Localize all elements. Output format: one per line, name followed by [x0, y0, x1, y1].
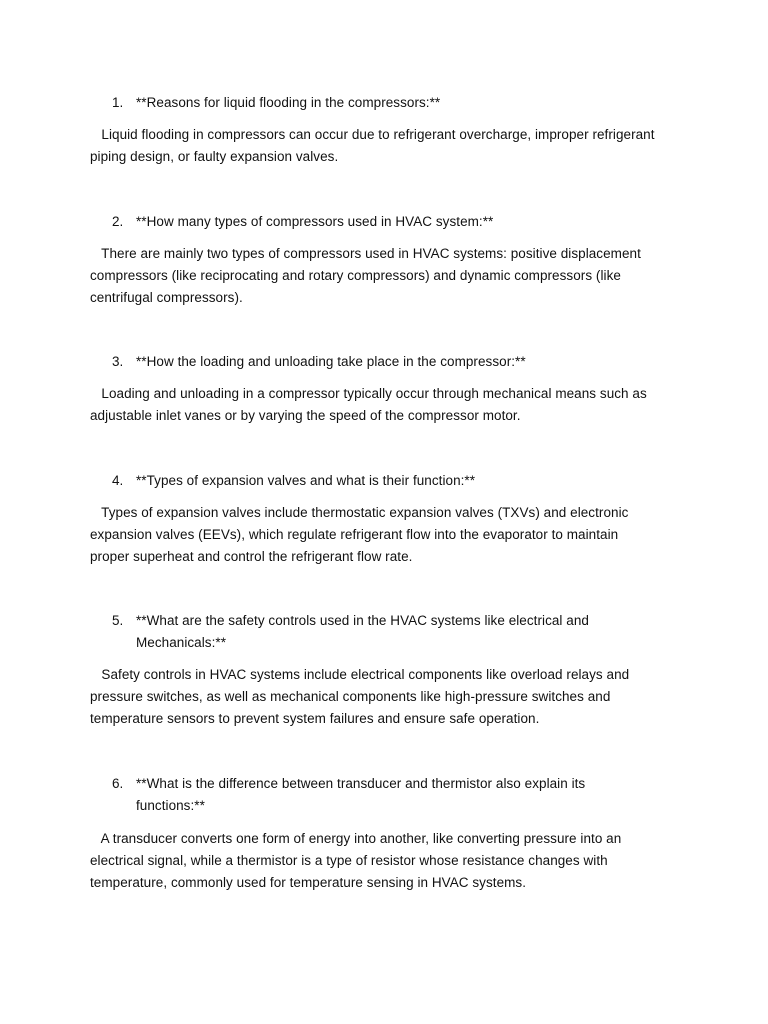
question-number: 1. — [112, 95, 124, 110]
qa-item-3 — [0, 351, 768, 423]
answer-line: electrical signal, while a thermistor is a type of resistor whose resistance changes with — [90, 853, 608, 868]
question-text-line: Mechanicals:** — [136, 635, 226, 650]
question-text-line: **What are the safety controls used in the HVAC systems like electrical and — [136, 613, 589, 628]
qa-item-2 — [0, 211, 768, 305]
answer-paragraph — [90, 383, 690, 427]
answer-line: Liquid flooding in compressors can occur due to refrigerant overcharge, improper refrigerant — [90, 127, 655, 142]
answer-paragraph — [90, 664, 690, 730]
answer-line: There are mainly two types of compressors used in HVAC systems: positive displacement — [90, 246, 641, 261]
question-line — [0, 610, 768, 654]
question-text: **How the loading and unloading take place in the compressor:** — [136, 354, 526, 369]
question-text-line: functions:** — [136, 798, 205, 813]
answer-line: Safety controls in HVAC systems include electrical components like overload relays and — [90, 667, 630, 682]
qa-item-5 — [0, 610, 768, 726]
answer-line: temperature, commonly used for temperature sensing in HVAC systems. — [90, 875, 527, 890]
answer-line: compressors (like reciprocating and rotary compressors) and dynamic compressors (like — [90, 268, 621, 283]
question-line — [0, 92, 768, 114]
answer-line: A transducer converts one form of energy into another, like converting pressure into an — [90, 831, 622, 846]
question-line — [0, 351, 768, 373]
question-line — [0, 773, 768, 817]
question-number: 5. — [112, 613, 124, 628]
answer-line: pressure switches, as well as mechanical components like high-pressure switches and — [90, 689, 611, 704]
question-number: 6. — [112, 776, 124, 791]
question-text: **How many types of compressors used in HVAC system:** — [136, 214, 494, 229]
answer-line: adjustable inlet vanes or by varying the speed of the compressor motor. — [90, 408, 521, 423]
answer-line: temperature sensors to prevent system failures and ensure safe operation. — [90, 711, 540, 726]
question-text — [136, 610, 636, 654]
answer-paragraph — [90, 243, 690, 309]
qa-item-6 — [0, 773, 768, 890]
qa-item-1 — [0, 92, 768, 164]
question-line — [0, 470, 768, 492]
answer-line: piping design, or faulty expansion valves. — [90, 149, 339, 164]
answer-paragraph — [90, 502, 690, 568]
question-number: 2. — [112, 214, 124, 229]
answer-line: Loading and unloading in a compressor typically occur through mechanical means such as — [90, 386, 647, 401]
answer-line: proper superheat and control the refrigerant flow rate. — [90, 549, 413, 564]
question-text: **Types of expansion valves and what is their function:** — [136, 473, 476, 488]
question-text — [136, 773, 636, 817]
answer-line: Types of expansion valves include thermostatic expansion valves (TXVs) and electronic — [90, 505, 629, 520]
question-text-line: **What is the difference between transducer and thermistor also explain its — [136, 776, 586, 791]
question-number: 4. — [112, 473, 124, 488]
answer-paragraph — [90, 828, 690, 894]
qa-item-4 — [0, 470, 768, 564]
question-number: 3. — [112, 354, 124, 369]
answer-line: centrifugal compressors). — [90, 290, 243, 305]
answer-paragraph — [90, 124, 690, 168]
question-text: **Reasons for liquid flooding in the compressors:** — [136, 95, 441, 110]
question-line — [0, 211, 768, 233]
answer-line: expansion valves (EEVs), which regulate refrigerant flow into the evaporator to maintain — [90, 527, 619, 542]
